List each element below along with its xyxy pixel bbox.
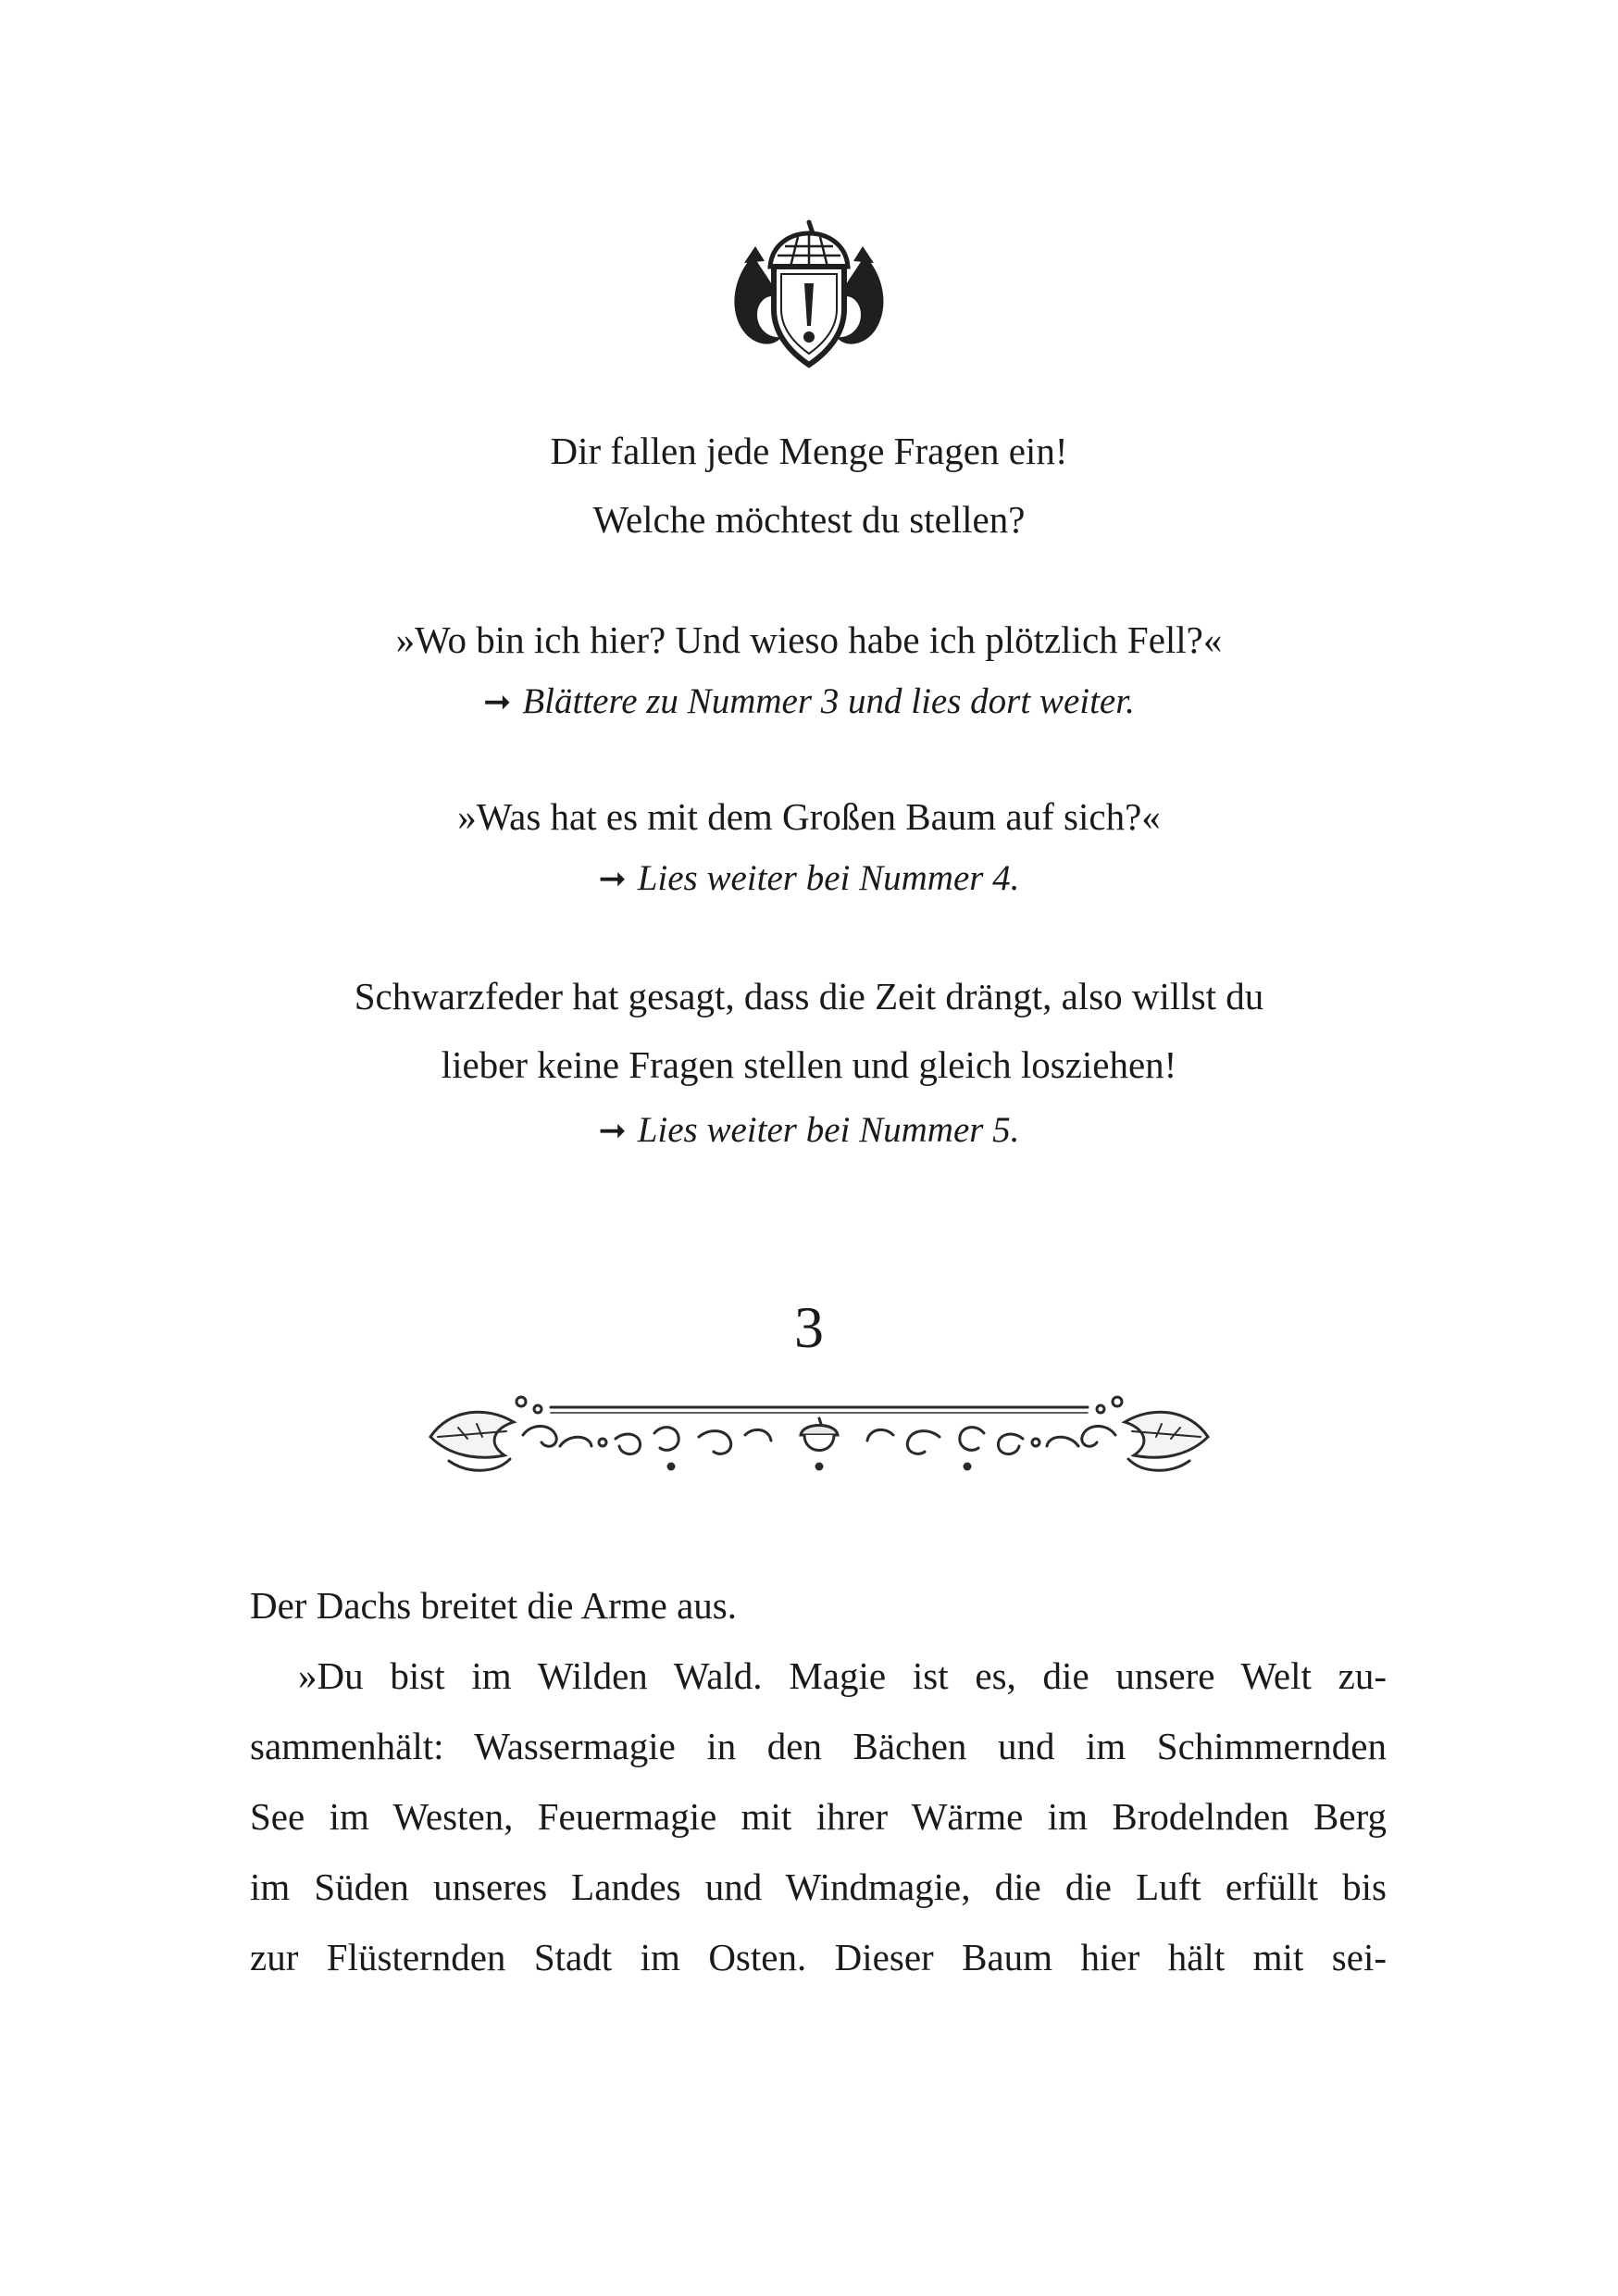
intro-line-1: Dir fallen jede Menge Fragen ein! (550, 430, 1068, 472)
arrow-right-icon: ➞ (483, 683, 512, 720)
text-line: Der Dachs breitet die Arme aus. (250, 1584, 737, 1627)
text-line: »Du bist im Wilden Wald. Magie ist es, die unsere Welt zu- (298, 1654, 1387, 1697)
intro-line-2: Welche möchtest du stellen? (592, 498, 1026, 541)
body-text (250, 1570, 1387, 1992)
choice-question: »Was hat es mit dem Großen Baum auf sich?« (457, 795, 1161, 838)
text-line: See im Westen, Feuermagie mit ihrer Wärme im Brodelnden Berg (250, 1795, 1387, 1838)
text-line: zur Flüsternden Stadt im Osten. Dieser Baum hier hält mit sei- (250, 1936, 1387, 1978)
paragraph (250, 1570, 1387, 1641)
choice-instruction: Blättere zu Nummer 3 und lies dort weiter. (522, 681, 1135, 721)
choice-instruction: Lies weiter bei Nummer 5. (637, 1110, 1020, 1150)
choice-instruction: Lies weiter bei Nummer 4. (637, 858, 1020, 898)
choice-link[interactable] (0, 855, 1618, 903)
paragraph (250, 1641, 1387, 1992)
choice-link[interactable] (0, 1106, 1618, 1154)
text-line: sammenhält: Wassermagie in den Bächen und im Schimmernden (250, 1725, 1387, 1767)
choice-question: lieber keine Fragen stellen und gleich losziehen! (441, 1043, 1177, 1086)
choice-link[interactable] (0, 678, 1618, 726)
ornament-divider (421, 1381, 1217, 1483)
text-line: im Süden unseres Landes und Windmagie, die die Luft erfüllt bis (250, 1866, 1387, 1908)
chapter-number: 3 (794, 1294, 824, 1360)
choice-question: »Wo bin ich hier? Und wieso habe ich plötzlich Fell?« (395, 618, 1223, 661)
acorn-shield-icon (716, 218, 902, 376)
arrow-right-icon: ➞ (598, 860, 627, 897)
arrow-right-icon: ➞ (598, 1112, 627, 1149)
choice-question: Schwarzfeder hat gesagt, dass die Zeit drängt, also willst du (354, 975, 1264, 1017)
